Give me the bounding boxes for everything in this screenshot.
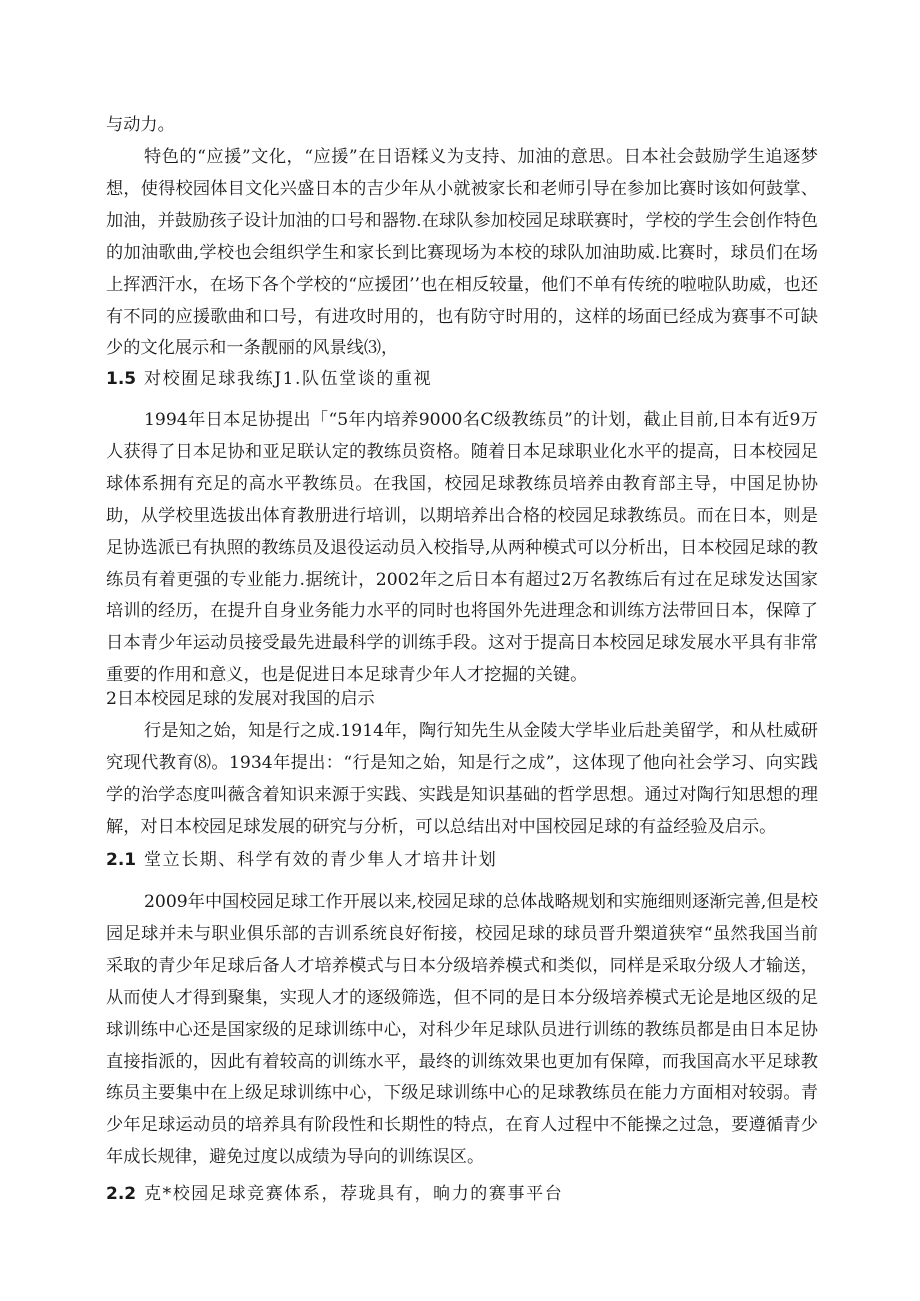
paragraph-tao-xingzhi: 行是知之始，知是行之成.1914年，陶行知先生从金陵大学毕业后赴美留学，和从杜威研究现代教育⑻。1934年提出：“行是知之始，知是行之成”，这体现了他向社会学习、向实践学的治学态度叫薇含着知识来源于实践、实践是知识基础的哲学思想。通过对陶行知思想的理解，对日本校园足球发展的研究与分析，可以总结出对中国校园足球的有益经验及启示。 xyxy=(106,721,818,837)
chapter-heading-2: 2日本校园足球的发展对我国的启示 xyxy=(106,689,375,709)
section-title: 对校囿足球我练J1.队伍堂谈的重视 xyxy=(144,369,433,389)
section-heading-1-5 xyxy=(106,367,818,391)
section-title: 堂立长期、科学有效的青少隼人才培井计划 xyxy=(144,850,498,870)
paragraph-coach-training: 1994年日本足协提出「“5年内培养9000名C级教练员”的计划，截止目前,日本有近9万人获得了日本足协和亚足联认定的教练员资格。随着日本足球职业化水平的提高，日本校园足球体系拥有充足的高水平教练员。在我国，校园足球教练员培养由教育部主导，中国足协协助，从学校里选拔出体育教册进行培训，以期培养出合格的校园足球教练员。而在日本，则是足协选派已有执照的教练员及退役运动员入校指导,从两种模式可以分析出，日本校园足球的教练员有着更强的专业能力.据统计，2002年之后日本有超过2万名教练后有过在足球发达国家培训的经历，在提升自身业务能力水平的同时也将国外先进理念和训练方法带回日本，保障了日本青少年运动员接受最先进最科学的训练手段。这对于提高日本校园足球发展水平具有非常重要的作用和意义，也是促进日本足球青少年人才挖掘的关键。 xyxy=(106,410,818,686)
section-number: 2.1 xyxy=(106,850,137,870)
section-title: 克*校园足球竞赛体系，荐珑具有，晌力的赛事平台 xyxy=(144,1184,564,1204)
section-number: 1.5 xyxy=(106,369,137,389)
section-heading-2-2 xyxy=(106,1182,818,1206)
section-number: 2.2 xyxy=(106,1184,137,1204)
paragraph-intro-tail: 与动力。 xyxy=(106,115,175,135)
paragraph-cheering-culture: 特色的“应援”文化，“应援”在日语糅义为支持、加油的意思。日本社会鼓励学生追逐梦想，使得校园体目文化兴盛日本的吉少年从小就被家长和老师引导在参加比赛时该如何鼓掌、加油，并鼓励孩子设计加油的口号和器物.在球队参加校园足球联赛时，学校的学生会创作特色的加油歌曲,学校也会组织学生和家长到比赛现场为本校的球队加油助威.比赛时，球员们在场上挥洒汗水，在场下各个学校的“应援团’’也在相反较量，他们不单有传统的啦啦队助威，也还有不同的应援歌曲和口号，有进攻时用的，也有防守时用的，这样的场面已经成为赛事不可缺少的文化展示和一条靓丽的风景线⑶， xyxy=(106,147,818,359)
paragraph-talent-plan: 2009年中国校园足球工作开展以来,校园足球的总体战略规划和实施细则逐渐完善,但是校园足球并未与职业俱乐部的吉训系统良好衔接，校园足球的球员晋升槊道狭窄“虽然我国当前采取的青少年足球后备人才培养模式与日本分级培养模式和类似，同样是采取分级人才输送，从而使人才得到聚集，实现人才的逐级筛选，但不同的是日本分级培养模式无论是地区级的足球训练中心还是国家级的足球训练中心，对科少年足球队员进行训练的教练员都是由日本足协直接指派的，因此有着较高的训练水平，最终的训练效果也更加有保障，而我国高水平足球教练员主要集中在上级足球训练中心，下级足球训练中心的足球教练员在能力方面相对较弱。青少年足球运动员的培养具有阶段性和长期性的特点，在育人过程中不能操之过急，要遵循青少年成长规律，避免过度以成绩为导向的训练误区。 xyxy=(106,892,818,1168)
section-heading-2-1 xyxy=(106,848,818,872)
